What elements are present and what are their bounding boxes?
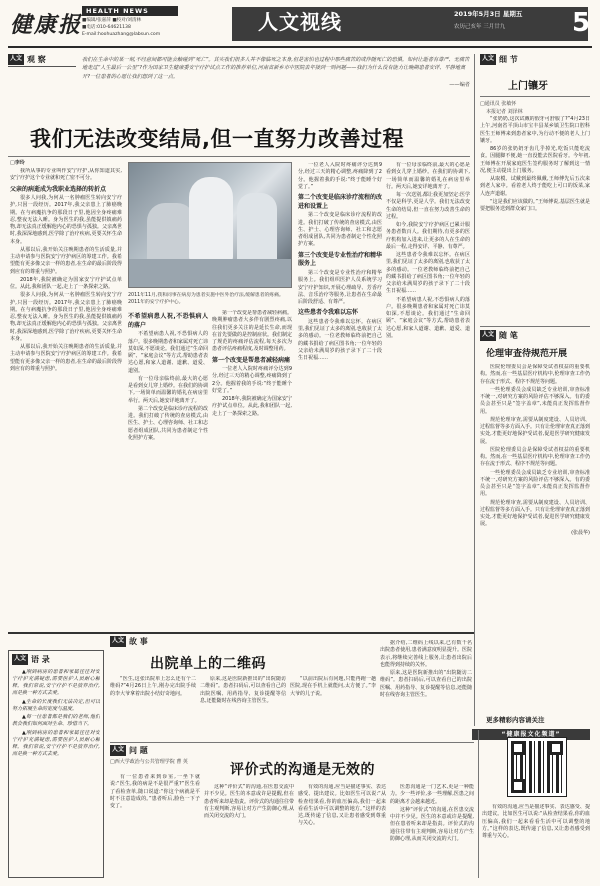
article-column-3 bbox=[212, 310, 292, 628]
paragraph: 有一位母亲临终前,最大的心愿是看到女儿穿上婚纱。在我们的协调下,一场简单而温馨的婚礼在病房里举行。两天后,她安详地离开了。 bbox=[386, 162, 470, 190]
editor-note bbox=[82, 56, 470, 89]
paragraph: 第二个改变是临床诊疗流程的改进。我们打破了传统的查房模式,由医生、护士、心理咨询师、社工和志愿者组成团队,共同为患者制定个性化照护方案。 bbox=[298, 212, 382, 248]
paragraph: 一些伦理委员会成员缺乏专业培训,审查标准不统一,对研究方案的风险评估不够深入。有的委员会甚至只是“签字盖章”,未能真正发挥监督作用。 bbox=[480, 386, 590, 415]
qr-corner bbox=[511, 741, 525, 755]
divider bbox=[8, 632, 474, 634]
paragraph: 一位老人入院时疼痛评分达到9分,经过三天的精心调整,疼痛降到了2分。他握着我的手说:“终于能睡个好觉了。” bbox=[212, 366, 292, 394]
photo-caption: 2011年11月,我和同事在病房为患者实施中医外治疗法,缓解患者的疼痛。2011年的安宁疗护中心。 bbox=[128, 293, 284, 306]
paragraph: 86岁的张奶奶牙齿几乎掉光,吃饭只能吃流食。因腿脚不便,她一直没能去医院看牙。今年初,王师傅在开展家庭医生签约服务时了解到这一情况,便主动提出上门服务。 bbox=[480, 146, 590, 174]
sidebar-body bbox=[480, 116, 590, 316]
section-box: 人文 bbox=[8, 54, 24, 65]
paragraph: 不希望病患人祝,不恐惧病人的落户。很多晚期患者和家属对死亡讳莫如深,不愿谈论。我们通过“生命回顾”、“家庭会议”等方式,帮助患者表达心愿,和家人道谢、道歉、道爱、道别。 bbox=[128, 331, 208, 374]
paragraph: 这种“评价式”的沟通,在医患交流中并不少见。医生的本意或许是提醒,但在患者听来却是指责。评价式的沟通往往带有主观判断,容易让对方产生防御心理,从而关闭交流的大门。 bbox=[204, 784, 294, 819]
paragraph: ▲每一位患者都是我们的老师,他们教会我们如何面对生命、珍惜当下。 bbox=[12, 714, 100, 728]
subheading: 第一个改变是帮患者减轻病痛 bbox=[212, 356, 291, 364]
paragraph: 第一个改变是帮患者减轻病痛。晚期肿瘤患者大多伴有剧烈疼痛,以往我们更多关注的是延长生命,而现在首先要做的是控制症状。我们制定了规范的疼痛评估流程,每天多次为患者评估疼痛程度,及时调整用药。 bbox=[212, 310, 292, 353]
paragraph: 如今,我院安宁疗护病区已累计服务患者数百人。我们期待,有更多的医疗机构加入进来,让更多的人在生命的最后一程,走得安详、平静、有尊严。 bbox=[386, 222, 470, 250]
paragraph: ▲刚到病房的患者和家属往往对安宁疗护充满疑虑,需要医护人员耐心解释。我们常说,安宁疗护不是放弃治疗,而是换一种方式去爱。 bbox=[12, 729, 100, 758]
section-label-guancha bbox=[8, 54, 46, 66]
section-label-text: 语 录 bbox=[31, 655, 50, 664]
lunar-date: 农历己亥年 三月廿九 bbox=[454, 24, 506, 30]
section-box: 人文 bbox=[110, 636, 126, 647]
divider bbox=[8, 66, 76, 67]
story-headline: 出院单上的二维码 bbox=[150, 656, 266, 672]
section-label-text: 问 题 bbox=[129, 746, 148, 755]
paragraph: 从那以后,我开始关注晚期患者的生活质量,并主动申请参与医院安宁疗护病区的筹建工作。我希望能有更多像父亲一样的患者,在生命的最后阶段得到应有的尊重与照护。 bbox=[10, 246, 122, 275]
paragraph: 这些患者令我难以忘怀。在病区里,我们见证了太多的离别,也收获了太多的感动。一位老教师临终前把自己的藏书捐给了病区图书角;一位年轻的父亲给未满周岁的孩子录下了二十段生日祝福…… bbox=[386, 252, 470, 295]
subheading: 第二个改变是临床诊疗流程的改进和设置上 bbox=[298, 194, 382, 210]
tel-line: ■电话:010-64621138 bbox=[82, 24, 131, 30]
section-label-gushi bbox=[110, 636, 148, 648]
promo-text: 更多精彩内容请关注 bbox=[486, 716, 545, 724]
article-photo bbox=[128, 162, 292, 288]
section-box: 人文 bbox=[12, 654, 28, 665]
qr-code-icon[interactable] bbox=[508, 738, 566, 796]
sidebar-byline bbox=[480, 100, 523, 116]
paragraph: 有一位患者来到诊室,一坐下就说:“医生,我的病是不是很严重?”医生看了看检查单,随口说道:“你这个病就是平时不注意造成的。”患者听后,脸色一下子变了。 bbox=[110, 774, 200, 809]
paragraph: 从取模、试戴到最终佩戴,王师傅先后五次来到老人家中。看着老人终于能吃上可口的饭菜,家人连声道谢。 bbox=[480, 176, 590, 197]
paragraph: “张奶奶,这次试戴的假牙可舒服了?”4月23日上午,河南省平顶山市宝丰县某乡镇卫生院口腔科医生王师傅来到患者家中,为行动不便的老人上门镶牙。 bbox=[480, 116, 590, 144]
paragraph: 每一次送别,都让我更加坚定:医学不仅是科学,更是人学。我们无法改变生命的结局,但一直在努力改善生命的过程。 bbox=[386, 192, 470, 220]
article-author: □李玲 bbox=[10, 160, 25, 166]
email-line: E-mail:hoohuazhang@labsun.com bbox=[82, 31, 161, 37]
divider bbox=[480, 326, 590, 327]
subheading: 这些患者令我难以忘怀 bbox=[298, 309, 359, 317]
editor-note-sign: ——编者 bbox=[449, 81, 470, 88]
qr-corner bbox=[549, 741, 563, 755]
photo-bed bbox=[129, 259, 291, 288]
paragraph: 一位老人入院时疼痛评分达到9分,经过三天的精心调整,疼痛降到了2分。他握着我的手说:“终于能睡个好觉了。” bbox=[298, 162, 382, 190]
paragraph: 第二个改变是临床诊疗流程的改进。我们打破了传统的查房模式,由医生、护士、心理咨询师、社工和志愿者组成团队,共同为患者制定个性化照护方案。 bbox=[128, 405, 208, 441]
paragraph: 第三个改变是专业性治疗和精华服务上。我们组织医护人员系统学习安宁疗护知识,开展心理疏导、芳香疗法、音乐治疗等服务,让患者在生命最后阶段舒适、有尊严。 bbox=[298, 270, 382, 305]
paragraph: “医生,这张出院单上怎么还有个二维码?”4月26日上午,刚办完出院手续的李大爷拿着出院小结好奇地问。 bbox=[110, 676, 196, 697]
wenti-column-4 bbox=[390, 784, 474, 878]
paragraph: 据介绍,二维码上线以来,已有数千名出院患者使用,患者满意度明显提升。医院表示,将继续完善线上服务,让患者出院后也能得到持续的关怀。 bbox=[380, 640, 472, 668]
section-label-text: 观 察 bbox=[27, 55, 46, 64]
qr-corner bbox=[511, 779, 525, 793]
masthead-rule bbox=[8, 46, 592, 48]
article-column-1 bbox=[10, 168, 122, 628]
masthead-info bbox=[82, 18, 222, 39]
masthead bbox=[0, 0, 600, 52]
sidebar-title: 上门镶牙 bbox=[508, 81, 548, 92]
divider bbox=[480, 96, 590, 97]
byline-line: □通讯员 张敏怀 bbox=[480, 101, 517, 107]
paragraph: 不希望病患人祝,不恐惧病人的落户。很多晚期患者和家属对死亡讳莫如深,不愿谈论。我们通过“生命回顾”、“家庭会议”等方式,帮助患者表达心愿,和家人道谢、道歉、道爱、道别。 bbox=[386, 296, 470, 339]
paragraph: 很多人问我,为何从一名肿瘤医生转向安宁疗护,只因一段经历。2017年,我父亲患上了肺癌晚期。在与病魔抗争的那段日子里,他因全身疼痛难忍,整夜无法入睡。身为医生的我,虽能提供镇痛药物,却无法真正缓解他内心的恐惧与孤独。父亲离世时,我深深地感到,医学除了治疗疾病,更要关怀生命本身。 bbox=[10, 292, 122, 342]
article-column-2 bbox=[128, 310, 208, 628]
masthead-en-tag: HEALTH NEWS bbox=[82, 6, 178, 16]
section-label-xijie bbox=[480, 54, 518, 66]
column-divider bbox=[478, 730, 479, 878]
byline-line: 本报记者 刘泽林 bbox=[486, 109, 523, 115]
main-headline: 我们无法改变结局,但一直努力改善过程 bbox=[30, 127, 404, 151]
section-label-wenti bbox=[110, 745, 148, 757]
paragraph: 医患沟通是一门艺术,更是一种能力。少一些评价,多一些理解,医患之间的距离才会越来越近。 bbox=[390, 784, 474, 805]
paragraph: 我所从事的专业叫作安宁疗护,从你知道其实,安宁疗护这个专业就和死亡密不可分。 bbox=[10, 168, 122, 182]
section-box: 人文 bbox=[480, 54, 496, 65]
column-divider bbox=[474, 54, 475, 726]
quote-box bbox=[8, 650, 104, 878]
paragraph: 医院伦理委员会是保障受试者权益的重要机构。然而,在一些基层医疗机构中,伦理审查工作仍存在流于形式、程序不规范等问题。 bbox=[480, 446, 590, 468]
wenti-column-5 bbox=[482, 804, 590, 878]
wenti-column-3 bbox=[298, 784, 386, 878]
story-column-4 bbox=[380, 640, 472, 738]
photo-figure bbox=[189, 177, 233, 263]
divider bbox=[8, 156, 470, 157]
page-number: 5 bbox=[572, 8, 591, 38]
paragraph: 2018年,我院被确定为国家安宁疗护试点单位。从此,我和团队一起,走上了一条探索之路。 bbox=[10, 276, 122, 291]
paragraph: “这是我们应该做的。”王师傅说,基层医生就是要把服务送到群众家门口。 bbox=[480, 198, 590, 212]
divider bbox=[110, 742, 474, 743]
paragraph: “以前出院后有问题,只能再跑一趟医院,现在手机上就能问,太方便了。”李大爷的儿子说。 bbox=[290, 676, 376, 697]
sidebar-title: 伦理审查待规范开展 bbox=[486, 349, 568, 359]
quote-body bbox=[12, 669, 100, 869]
paragraph: 规范伦理审查,需要从制度建设、人员培训、过程监督等多方面入手。只有让伦理审查真正落到实处,才能更好地保护受试者,促进医学研究健康发展。 bbox=[480, 499, 590, 528]
story-column-2 bbox=[200, 676, 286, 738]
paragraph: ▲刚到病房的患者和家属往往对安宁疗护充满疑虑,需要医护人员耐心解释。我们常说,安宁疗护不是放弃治疗,而是换一种方式去爱。 bbox=[12, 668, 100, 697]
section-label-suibi bbox=[480, 330, 518, 342]
subheading: 第三个改变是专业性治疗和精华服务上 bbox=[298, 251, 382, 268]
paragraph: 一些伦理委员会成员缺乏专业培训,审查标准不统一,对研究方案的风险评估不够深入。有的委员会甚至只是“签字盖章”,未能真正发挥监督作用。 bbox=[480, 469, 590, 498]
section-box: 人文 bbox=[110, 745, 126, 756]
subheading: 父亲的病逝成为我职业选择的转折点 bbox=[10, 185, 107, 193]
article-column-5 bbox=[386, 162, 470, 628]
paragraph: 有效的沟通,应当是描述事实、表达感受、提出建议。比如医生可以说:“从检查结果看,你的血压偏高,我们一起来看看生活中可以调整的地方。”这样的表达,既传递了信息,又让患者感受到尊重与关心。 bbox=[482, 804, 590, 839]
editor-note-text: 我们在生命中的某一刻,不经意间都可能会触碰到“死亡”。其实我们很多人并不像临死之本身,但是害怕也过程中那些痛苦的或伴随死亡的恐惧。如何让逝者有尊严、无痛苦地走过“人生最后一公里”?作为国家卫生健康委安宁疗护试点工作的推荐单位,河南省新乡市中医院去年接到一则问题——我们为什么没有能力让晚期患者安详、平静地离开?一位患者的心愿让我们想到了这一点。 bbox=[82, 57, 470, 80]
section-label-yulu bbox=[12, 654, 100, 666]
paragraph: 有一位母亲临终前,最大的心愿是看到女儿穿上婚纱。在我们的协调下,一场简单而温馨的婚礼在病房里举行。两天后,她安详地离开了。 bbox=[128, 375, 208, 404]
story-column-3 bbox=[290, 676, 376, 738]
wenti-column-1 bbox=[110, 774, 200, 878]
brand-name: “健康报文化频道” bbox=[472, 729, 590, 740]
masthead-logo: 健康报 bbox=[10, 12, 83, 38]
section-label-text: 细 节 bbox=[499, 55, 518, 64]
paragraph: 原来,这是医院新推出的“出院随访二维码”。患者扫码后,可以查看自己的出院医嘱、用药指导、复诊提醒等信息,还能随时在线咨询主管医生。 bbox=[200, 676, 286, 704]
sidebar-body bbox=[480, 364, 590, 714]
article-column-4 bbox=[298, 162, 382, 628]
story-column-1 bbox=[110, 676, 196, 738]
section-title: 人文视线 bbox=[258, 10, 342, 34]
paragraph: 有效的沟通,应当是描述事实、表达感受、提出建议。比如医生可以说:“从检查结果看,你的血压偏高,我们一起来看看生活中可以调整的地方。”这样的表达,既传递了信息,又让患者感受到尊重与关心。 bbox=[298, 784, 386, 827]
editor-line: ■编辑/张嘉萍 ■校对/刘清林 bbox=[82, 18, 142, 23]
wenti-headline: 评价式的沟通是无效的 bbox=[230, 762, 375, 778]
paragraph: 2018年,我院被确定为国家安宁疗护试点单位。从此,我和团队一起,走上了一条探索之路。 bbox=[212, 396, 292, 417]
paragraph: 从那以后,我开始关注晚期患者的生活质量,并主动申请参与医院安宁疗护病区的筹建工作。我希望能有更多像父亲一样的患者,在生命的最后阶段得到应有的尊重与照护。 bbox=[10, 344, 122, 372]
section-label-text: 随 笔 bbox=[499, 331, 518, 340]
issue-date: 2019年5月3日 星期五 bbox=[454, 10, 523, 18]
article-author: □西大学政治与公共管理学院 曹 英 bbox=[110, 759, 188, 765]
paragraph: 很多人问我,为何从一名肿瘤医生转向安宁疗护,只因一段经历。2017年,我父亲患上了肺癌晚期。在与病魔抗争的那段日子里,他因全身疼痛难忍,整夜无法入睡。身为医生的我,虽能提供镇痛药物,却无法真正缓解他内心的恐惧与孤独。父亲离世时,我深深地感到,医学除了治疗疾病,更要关怀生命本身。 bbox=[10, 195, 122, 245]
subheading: 不希望病患人祝,不恐惧病人的落户 bbox=[128, 313, 208, 329]
paragraph: 原来,这是医院新推出的“出院随访二维码”。患者扫码后,可以查看自己的出院医嘱、用药指导、复诊提醒等信息,还能随时在线咨询主管医生。 bbox=[380, 670, 472, 698]
sidebar-author: (张晨华) bbox=[571, 529, 590, 536]
paragraph: 这种“评价式”的沟通,在医患交流中并不少见。医生的本意或许是提醒,但在患者听来却是指责。评价式的沟通往往带有主观判断,容易让对方产生防御心理,从而关闭交流的大门。 bbox=[390, 806, 474, 842]
section-box: 人文 bbox=[480, 330, 496, 341]
paragraph: 医院伦理委员会是保障受试者权益的重要机构。然而,在一些基层医疗机构中,伦理审查工作仍存在流于形式、程序不规范等问题。 bbox=[480, 364, 590, 385]
paragraph: 规范伦理审查,需要从制度建设、人员培训、过程监督等多方面入手。只有让伦理审查真正落到实处,才能更好地保护受试者,促进医学研究健康发展。 bbox=[480, 416, 590, 445]
wenti-column-2 bbox=[204, 784, 294, 878]
paragraph: ▲生命的长度我们无法决定,但可以努力拓展生命的宽度与温度。 bbox=[12, 698, 100, 712]
section-label-text: 故 事 bbox=[129, 637, 148, 646]
paragraph: 这些患者令我难以忘怀。在病区里,我们见证了太多的离别,也收获了太多的感动。一位老教师临终前把自己的藏书捐给了病区图书角;一位年轻的父亲给未满周岁的孩子录下了二十段生日祝福…… bbox=[298, 318, 382, 362]
